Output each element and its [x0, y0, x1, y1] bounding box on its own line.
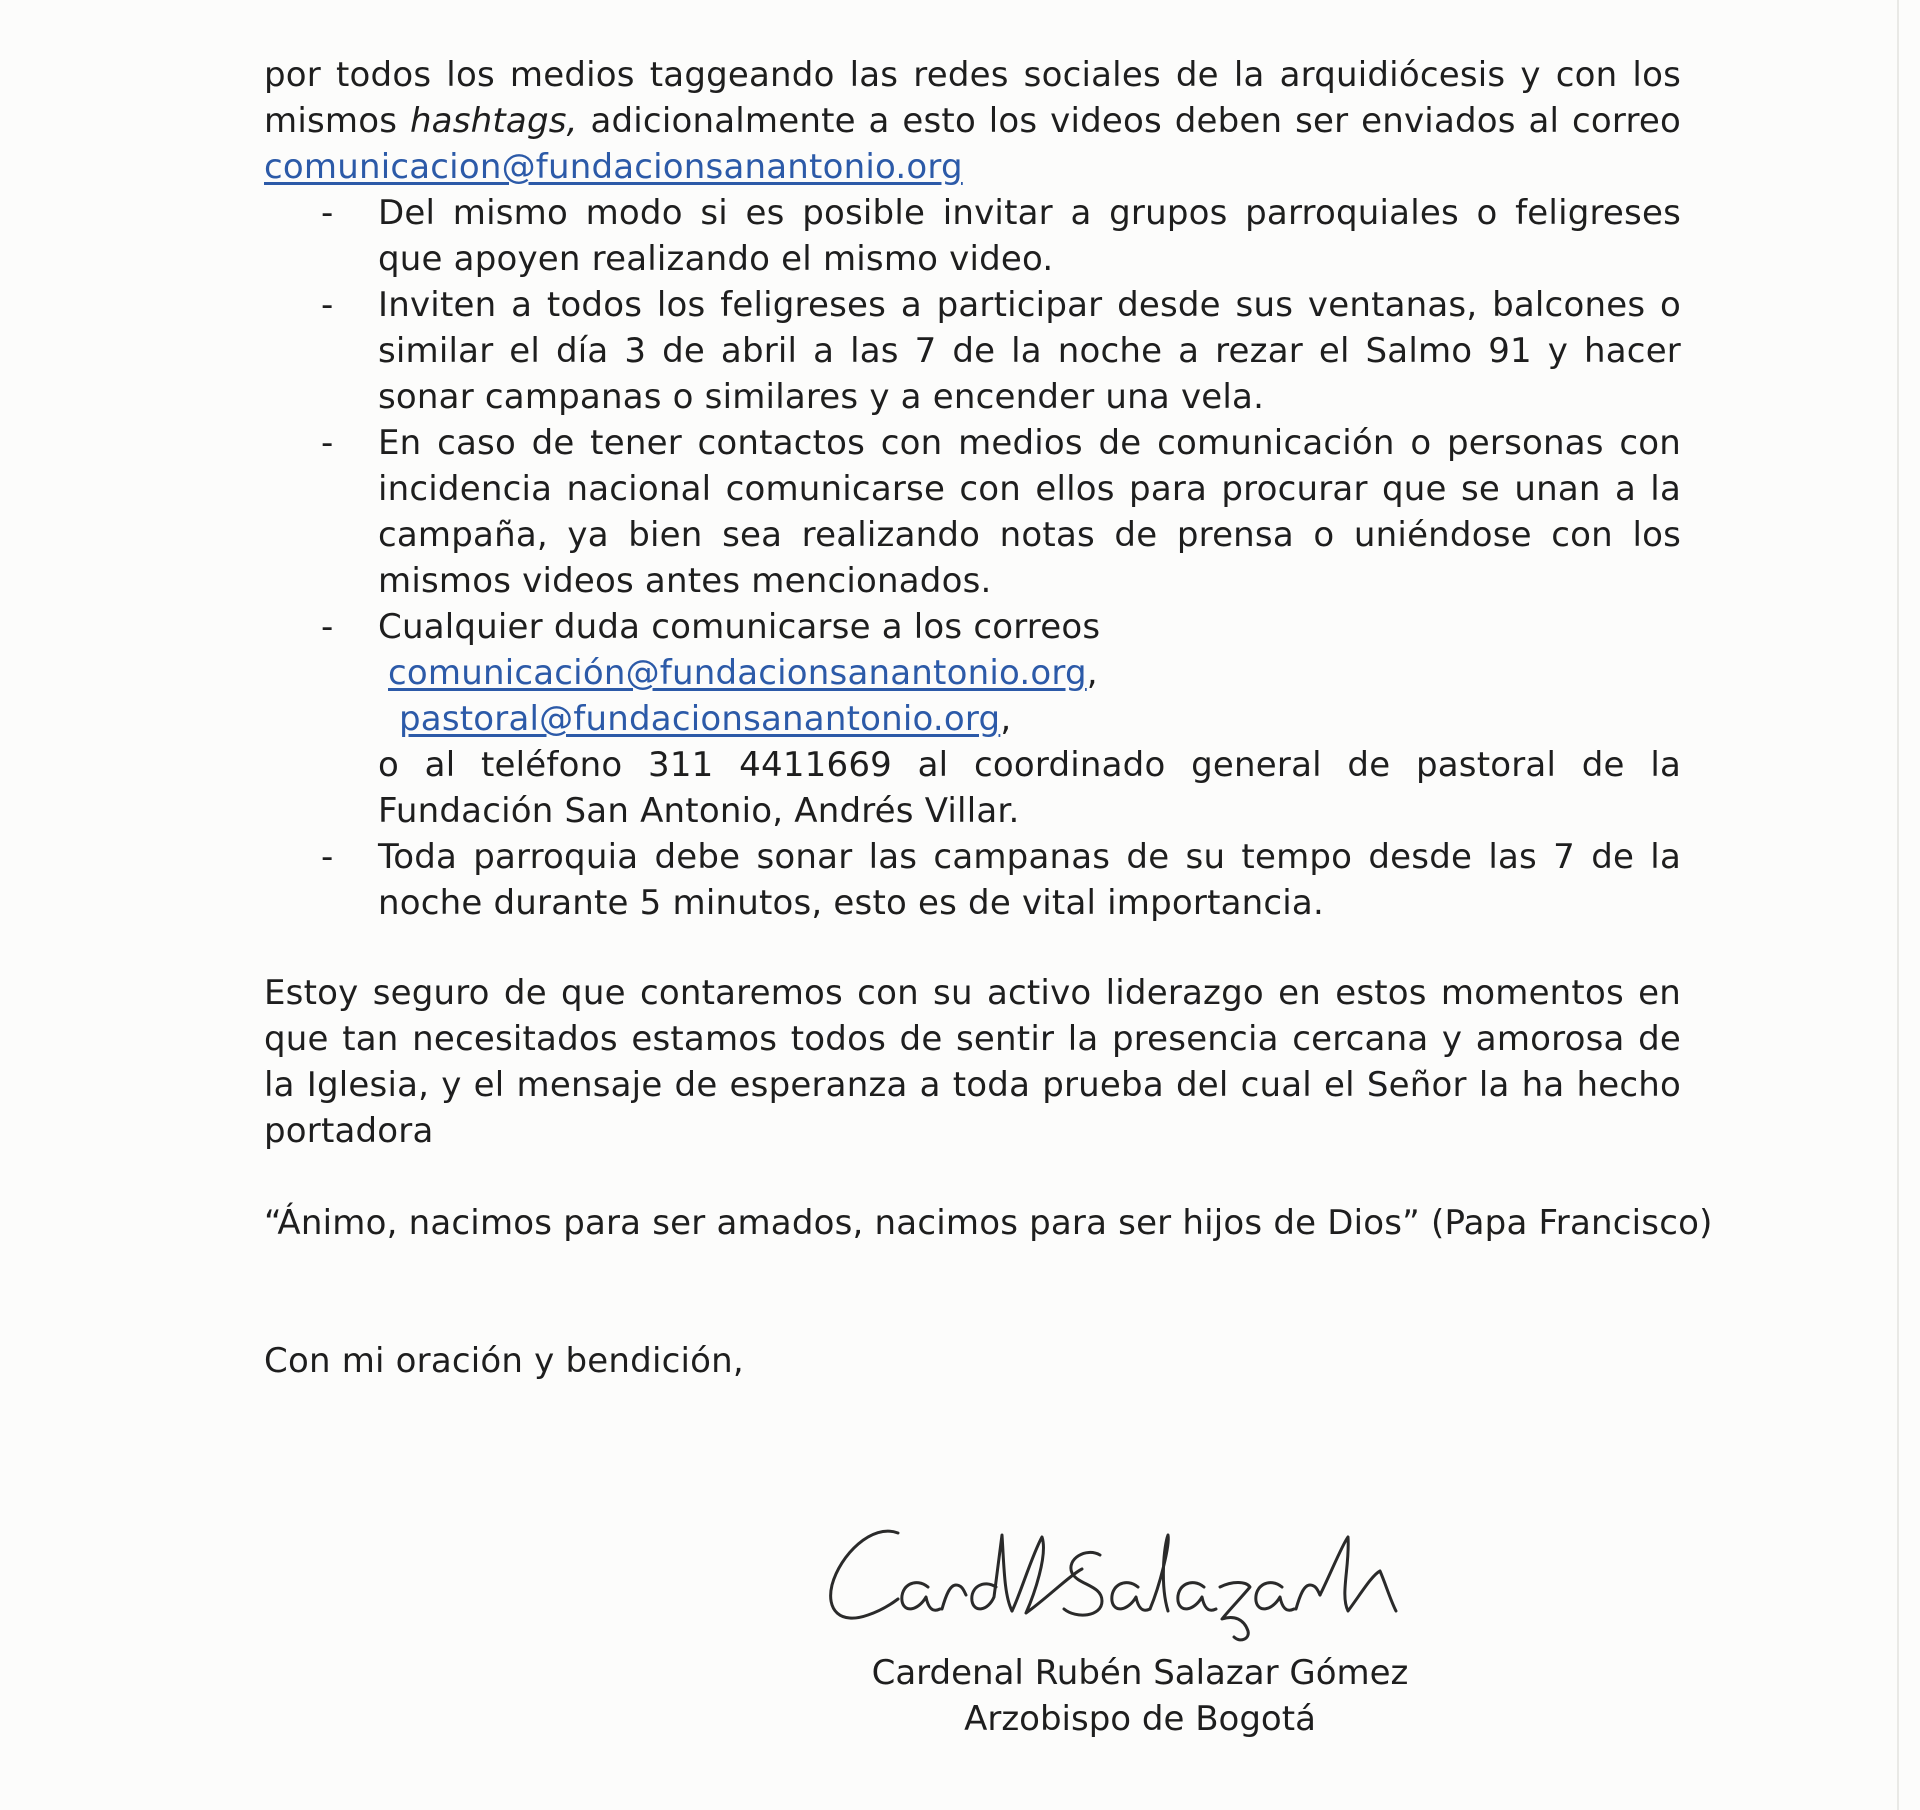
bullet-text: Toda parroquia debe sonar las campanas de su tempo desde las 7 de la noche durante 5 minutos, esto es de vital importancia. [378, 837, 1681, 923]
intro-text-1: por todos los medios taggeando las redes sociales de la arquidiócesis y con los mismos [264, 55, 1681, 141]
bullet-text: Del mismo modo si es posible invitar a grupos parroquiales o feligreses que apoyen realizando el mismo video. [378, 193, 1681, 279]
instruction-list [264, 190, 1681, 926]
email-link-comunicacion[interactable]: comunicacion@fundacionsanantonio.org [264, 147, 963, 187]
bullet-text: Inviten a todos los feligreses a participar desde sus ventanas, balcones o similar el día 3 de abril a las 7 de la noche a rezar el Salmo 91 y hacer sonar campanas o similares y a encender una vela. [378, 285, 1681, 417]
bullet-text: En caso de tener contactos con medios de comunicación o personas con incidencia nacional comunicarse con ellos para procurar que se unan a la campaña, ya bien sea realizando notas de prensa o uniéndose con los mismos videos antes mencionados. [378, 423, 1681, 601]
closing-paragraph: Estoy seguro de que contaremos con su activo liderazgo en estos momentos en que tan necesitados estamos todos de sentir la presencia cercana y amorosa de la Iglesia, y el mensaje de esperanza a toda prueba del cual el Señor la ha hecho portadora [264, 973, 1681, 1151]
list-item [264, 420, 1681, 604]
pope-quote: “Ánimo, nacimos para ser amados, nacimos para ser hijos de Dios” (Papa Francisco) [264, 1203, 1713, 1243]
contact-emails-line [378, 650, 1681, 742]
signer-block [760, 1650, 1520, 1742]
page-fold-line [1897, 0, 1899, 1810]
list-item [264, 282, 1681, 420]
handwritten-signature [820, 1515, 1500, 1645]
bullet-dash: - [321, 285, 334, 325]
farewell-line: Con mi oración y bendición, [264, 1341, 744, 1381]
intro-paragraph [264, 52, 1681, 190]
letter-body [264, 52, 1713, 1384]
email-link-pastoral[interactable]: pastoral@fundacionsanantonio.org [399, 699, 1001, 739]
hashtags-italic: hashtags, [409, 101, 578, 141]
list-item [264, 834, 1681, 926]
bullet-dash: - [321, 607, 334, 647]
email-trailing-comma: , [1000, 699, 1012, 739]
bullet-dash: - [321, 837, 334, 877]
signer-title: Arzobispo de Bogotá [964, 1699, 1316, 1739]
email-separator: , [1086, 653, 1098, 693]
signer-name: Cardenal Rubén Salazar Gómez [871, 1653, 1409, 1693]
bullet-dash: - [321, 423, 334, 463]
email-link-comunicacion-accent[interactable]: comunicación@fundacionsanantonio.org [388, 653, 1087, 693]
list-item-contact [264, 604, 1681, 834]
contact-phone-text: o al teléfono 311 4411669 al coordinado general de pastoral de la Fundación San Antonio, Andrés Villar. [378, 745, 1681, 831]
list-item [264, 190, 1681, 282]
bullet-dash: - [321, 193, 334, 233]
contact-lead: Cualquier duda comunicarse a los correos [378, 607, 1101, 647]
intro-text-2: adicionalmente a esto los videos deben ser enviados al correo [577, 101, 1682, 141]
